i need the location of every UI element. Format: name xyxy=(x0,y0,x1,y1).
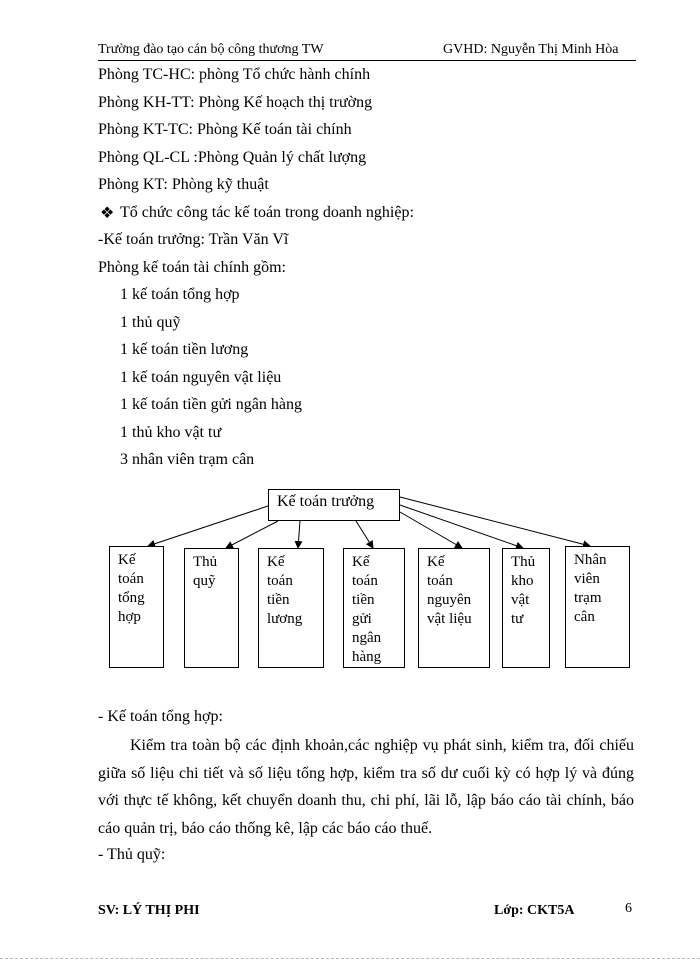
page-number: 6 xyxy=(625,901,632,916)
staff-item: 1 kế toán tiền lương xyxy=(120,341,249,358)
connector-arrow xyxy=(226,521,278,548)
section-general-heading: - Kế toán tổng hợp: xyxy=(98,708,223,725)
section-cashier-heading: - Thủ quỹ: xyxy=(98,846,166,863)
org-box-label: Thủ quỹ xyxy=(193,554,218,589)
org-box-cashier xyxy=(184,548,239,668)
connector-arrow xyxy=(298,521,300,548)
connector-arrow xyxy=(400,512,462,548)
diamond-bullet-icon: ❖ xyxy=(100,205,115,222)
finance-dept-intro: Phòng kế toán tài chính gồm: xyxy=(98,259,286,276)
accounting-org-heading: Tổ chức công tác kế toán trong doanh nghiệp: xyxy=(120,204,414,221)
org-box-chief-accountant xyxy=(268,489,400,521)
org-box-general-accountant xyxy=(109,546,164,668)
chief-accountant-line: -Kế toán trưởng: Trần Văn Vĩ xyxy=(98,231,289,248)
staff-item: 1 kế toán tổng hợp xyxy=(120,286,240,303)
org-box-label: Thủ kho vật tư xyxy=(511,554,536,627)
connector-arrow xyxy=(400,505,523,548)
connector-arrow xyxy=(356,521,373,548)
dept-line-ql-cl: Phòng QL-CL :Phòng Quản lý chất lượng xyxy=(98,149,367,166)
staff-item: 1 thủ quỹ xyxy=(120,314,181,331)
footer-student: SV: LÝ THỊ PHI xyxy=(98,903,200,918)
staff-item: 3 nhân viên trạm cân xyxy=(120,451,255,468)
org-box-weighing-staff xyxy=(565,546,630,668)
page-bottom-rule xyxy=(0,958,700,959)
connector-arrow xyxy=(148,506,268,546)
org-box-bank-deposit-accountant xyxy=(343,548,405,668)
org-box-label: Kế toán trưởng xyxy=(277,493,375,510)
dept-line-tc-hc: Phòng TC-HC: phòng Tổ chức hành chính xyxy=(98,66,371,83)
staff-item: 1 kế toán tiền gửi ngân hàng xyxy=(120,396,302,413)
org-box-payroll-accountant xyxy=(258,548,324,668)
org-box-label: Kế toán tiền gửi ngân hàng xyxy=(352,554,382,665)
dept-line-kh-tt: Phòng KH-TT: Phòng Kế hoạch thị trường xyxy=(98,94,373,111)
org-box-materials-accountant xyxy=(418,548,490,668)
dept-line-kt: Phòng KT: Phòng kỹ thuật xyxy=(98,176,269,193)
header-school: Trường đào tạo cán bộ công thương TW xyxy=(98,42,324,57)
org-box-label: Kế toán nguyên vật liệu xyxy=(427,554,472,627)
header-supervisor: GVHD: Nguyễn Thị Minh Hòa xyxy=(443,42,619,57)
staff-item: 1 thủ kho vật tư xyxy=(120,424,222,441)
dept-line-kt-tc: Phòng KT-TC: Phòng Kế toán tài chính xyxy=(98,121,352,138)
footer-class: Lớp: CKT5A xyxy=(494,903,575,918)
staff-item: 1 kế toán nguyên vật liệu xyxy=(120,369,282,386)
org-box-label: Nhân viên trạm cân xyxy=(574,552,607,625)
org-box-label: Kế toán tổng hợp xyxy=(118,552,145,625)
section-general-body xyxy=(98,732,634,842)
org-box-warehouse-keeper xyxy=(502,548,550,668)
section-general-text: Kiểm tra toàn bộ các định khoản,các nghiệp vụ phát sinh, kiểm tra, đối chiếu giữa số liệu chi tiết và số liệu tổng hợp, kiểm tra số dư cuối kỳ có hợp lý và đúng với thực tế không, kết chuyển doanh thu, chi phí, lãi lỗ, lập báo cáo tài chính, báo cáo quản trị, báo cáo thống kê, lập các báo cáo thuế. xyxy=(98,737,634,837)
org-box-label: Kế toán tiền lương xyxy=(267,554,303,627)
